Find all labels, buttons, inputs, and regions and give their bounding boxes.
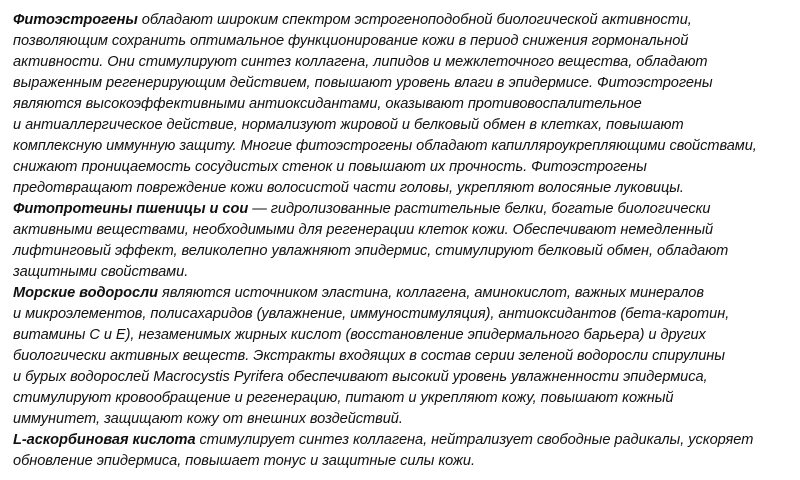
text-line	[13, 430, 793, 451]
text-line: комплексную иммунную защиту. Многие фитоэстрогены обладают капилляроукрепляющими свойствами,	[13, 138, 757, 154]
paragraph-seaweed	[13, 283, 793, 430]
text-fragment: являются источником эластина, коллагена, аминокислот, важных минералов	[157, 285, 704, 301]
text-line: витамины С и Е), незаменимых жирных кислот (восстановление эпидермального барьера) и других	[13, 327, 706, 343]
paragraph-phytoproteins	[13, 199, 793, 283]
text-line	[13, 283, 793, 304]
text-line: выраженным регенерирующим действием, повышают уровень влаги в эпидермисе. Фитоэстрогены	[13, 75, 713, 91]
text-line	[13, 199, 793, 220]
text-line: и антиаллергическое действие, нормализуют жировой и белковый обмен в клетках, повышают	[13, 117, 684, 133]
text-line: стимулируют кровообращение и регенерацию, питают и укрепляют кожу, повышают кожный	[13, 390, 674, 406]
text-fragment: стимулирует синтез коллагена, нейтрализует свободные радикалы, ускоряет	[195, 432, 754, 448]
text-line: позволяющим сохранить оптимальное функционирование кожи в период снижения гормональной	[13, 33, 689, 49]
text-line: и микроэлементов, полисахаридов (увлажнение, иммуностимуляция), антиоксидантов (бета-каротин,	[13, 306, 730, 322]
text-fragment: — гидролизованные растительные белки, богатые биологически	[248, 201, 711, 217]
text-line: являются высокоэффективными антиоксидантами, оказывают противовоспалительное	[13, 96, 642, 112]
text-line: активными веществами, необходимыми для регенерации клеток кожи. Обеспечивают немедленный	[13, 222, 714, 238]
text-line: защитными свойствами.	[13, 264, 189, 280]
text-line: снижают проницаемость сосудистых стенок и повышают их прочность. Фитоэстрогены	[13, 159, 647, 175]
text-line: активности. Они стимулируют синтез коллагена, липидов и межклеточного вещества, обладают	[13, 54, 708, 70]
term-ascorbic-acid: L-аскорбиновая кислота	[13, 432, 196, 448]
term-phytoproteins: Фитопротеины пшеницы и сои	[13, 201, 249, 217]
text-line: иммунитет, защищают кожу от внешних воздействий.	[13, 411, 403, 427]
text-line: лифтинговый эффект, великолепно увлажняют эпидермис, стимулируют белковый обмен, обладают	[13, 243, 729, 259]
text-fragment: обладают широким спектром эстрогеноподобной биологической активности,	[137, 12, 692, 28]
paragraph-ascorbic-acid	[13, 430, 793, 472]
document-body	[13, 10, 793, 472]
text-line: и бурых водорослей Macrocystis Pyrifera обеспечивают высокий уровень увлажненности эпидермиса,	[13, 369, 708, 385]
paragraph-phytoestrogens	[13, 10, 793, 199]
term-seaweed: Морские водоросли	[13, 285, 158, 301]
text-line: биологически активных веществ. Экстракты входящих в состав серии зеленой водоросли спирулины	[13, 348, 725, 364]
term-phytoestrogens: Фитоэстрогены	[13, 12, 138, 28]
text-line: обновление эпидермиса, повышает тонус и защитные силы кожи.	[13, 453, 475, 469]
text-line	[13, 10, 793, 31]
text-line: предотвращают повреждение кожи волосистой части головы, укрепляют волосяные луковицы.	[13, 180, 684, 196]
